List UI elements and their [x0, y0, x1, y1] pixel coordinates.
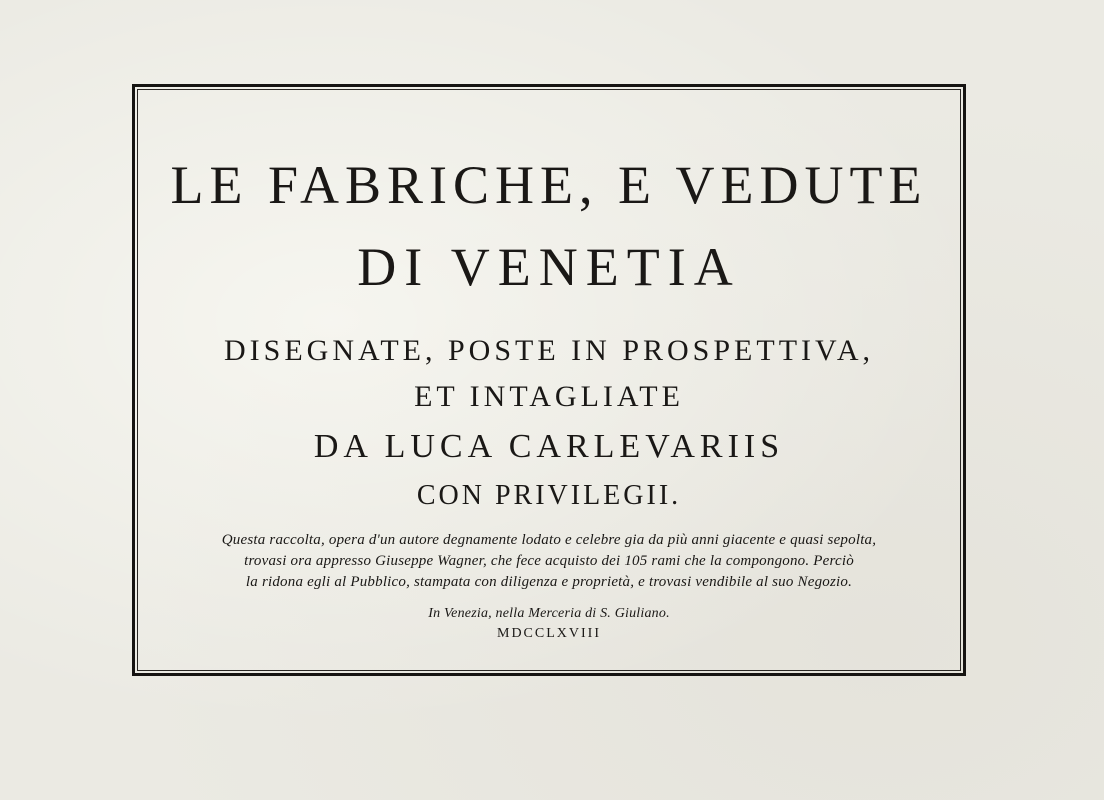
title-line-2: DI VENETIA	[357, 237, 741, 297]
description-line-3: la ridona egli al Pubblico, stampata con diligenza e proprietà, e trovasi vendibile al suo Negozio.	[245, 574, 853, 590]
title-line-1: LE FABRICHE, E VEDUTE	[170, 155, 928, 215]
subtitle-line-1: DISEGNATE, POSTE IN PROSPETTIVA,	[224, 334, 874, 367]
privilege-line: CON PRIVILEGII.	[416, 480, 682, 511]
title-panel	[138, 90, 960, 670]
author-line: DA LUCA CARLEVARIIS	[313, 428, 785, 465]
publication-date: MDCCLXVIII	[497, 626, 601, 641]
description-line-1: Questa raccolta, opera d'un autore degnamente lodato e celebre gia da più anni giacente e quasi sepolta,	[221, 532, 877, 548]
imprint-line: In Venezia, nella Merceria di S. Giuliano.	[428, 606, 670, 621]
subtitle-line-2: ET INTAGLIATE	[414, 380, 684, 413]
description-line-2: trovasi ora appresso Giuseppe Wagner, che fece acquisto dei 105 rami che la compongono. Perciò	[244, 553, 854, 569]
